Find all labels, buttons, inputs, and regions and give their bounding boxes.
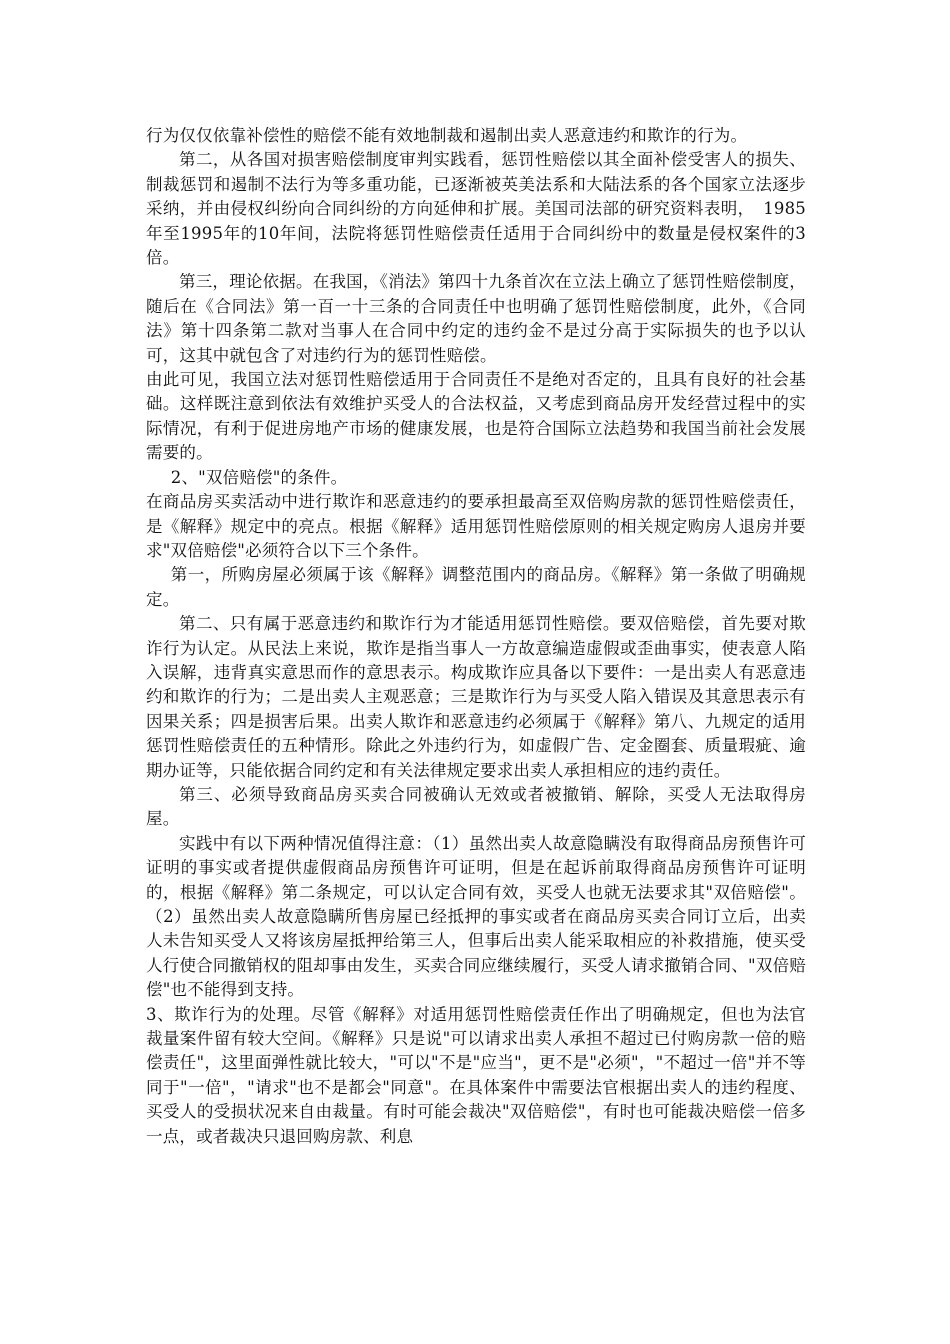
paragraph-condition-two: 第二、只有属于恶意违约和欺诈行为才能适用惩罚性赔偿。要双倍赔偿，首先要对欺诈行为认定。从民法上来说，欺诈是指当事人一方故意编造虚假或歪曲事实，使表意人陷入误解，违背真实意思而作的意思表示。构成欺诈应具备以下要件：一是出卖人有恶意违约和欺诈的行为；二是出卖人主观恶意；三是欺诈行为与买受人陷入错误及其意思表示有因果关系；四是损害后果。出卖人欺诈和恶意违约必须属于《解释》第八、九规定的适用惩罚性赔偿责任的五种情形。除此之外违约行为，如虚假广告、定金圈套、质量瑕疵、逾期办证等，只能依据合同约定和有关法律规定要求出卖人承担相应的违约责任。 bbox=[146, 614, 806, 780]
paragraph-conclusion: 由此可见，我国立法对惩罚性赔偿适用于合同责任不是绝对否定的，且具有良好的社会基础。这样既注意到依法有效维护买受人的合法权益，又考虑到商品房开发经营过程中的实际情况，有利于促进房地产市场的健康发展，也是符合国际立法趋势和我国当前社会发展需要的。 bbox=[146, 370, 806, 463]
paragraph-conditions-intro: 在商品房买卖活动中进行欺诈和恶意违约的要承担最高至双倍购房款的惩罚性赔偿责任，是《解释》规定中的亮点。根据《解释》适用惩罚性赔偿原则的相关规定购房人退房并要求"双倍赔偿"必须符合以下三个条件。 bbox=[146, 492, 806, 560]
paragraph-third-theory: 第三，理论依据。在我国，《消法》第四十九条首次在立法上确立了惩罚性赔偿制度，随后在《合同法》第一百一十三条的合同责任中也明确了惩罚性赔偿制度，此外，《合同法》第十四条第二款对当事人在合同中约定的违约金不是过分高于实际损失的也予以认可，这其中就包含了对违约行为的惩罚性赔偿。 bbox=[146, 272, 806, 365]
paragraph-condition-three: 第三、必须导致商品房买卖合同被确认无效或者被撤销、解除，买受人无法取得房屋。 bbox=[146, 784, 806, 829]
paragraph-second-practice: 第二，从各国对损害赔偿制度审判实践看，惩罚性赔偿以其全面补偿受害人的损失、制裁惩罚和遏制不法行为等多重功能，已逐渐被英美法系和大陆法系的各个国家立法逐步采纳，并由侵权纠纷向合同纠纷的方向延伸和扩展。美国司法部的研究资料表明， 1985年至1995年的10年间，法院将惩罚性赔偿责任适用于合同纠纷中的数量是侵权案件的3倍。 bbox=[146, 150, 806, 268]
paragraph-practice-notes: 实践中有以下两种情况值得注意：（1）虽然出卖人故意隐瞒没有取得商品房预售许可证明的事实或者提供虚假商品房预售许可证明，但是在起诉前取得商品房预售许可证明的，根据《解释》第二条规定，可以认定合同有效，买受人也就无法要求其"双倍赔偿"。（2）虽然出卖人故意隐瞒所售房屋已经抵押的事实或者在商品房买卖合同订立后，出卖人未告知买受人又将该房屋抵押给第三人，但事后出卖人能采取相应的补救措施，使买受人行使合同撤销权的阻却事由发生，买卖合同应继续履行，买受人请求撤销合同、"双倍赔偿"也不能得到支持。 bbox=[146, 833, 806, 1000]
paragraph-condition-one: 第一，所购房屋必须属于该《解释》调整范围内的商品房。《解释》第一条做了明确规定。 bbox=[146, 565, 806, 609]
paragraph-continuation: 行为仅仅依靠补偿性的赔偿不能有效地制裁和遏制出卖人恶意违约和欺诈的行为。 bbox=[146, 126, 748, 145]
section-heading-conditions: 2、"双倍赔偿"的条件。 bbox=[170, 467, 348, 487]
document-body bbox=[146, 124, 806, 1149]
paragraph-fraud-handling: 3、欺诈行为的处理。尽管《解释》对适用惩罚性赔偿责任作出了明确规定，但也为法官裁量案件留有较大空间。《解释》只是说"可以请求出卖人承担不超过已付购房款一倍的赔偿责任"，这里面弹性就比较大，"可以"不是"应当"，更不是"必须"，"不超过一倍"并不等同于"一倍"，"请求"也不是都会"同意"。在具体案件中需要法官根据出卖人的违约程度、买受人的受损状况来自由裁量。有时可能会裁决"双倍赔偿"，有时也可能裁决赔偿一倍多一点，或者裁决只退回购房款、利息 bbox=[146, 1004, 806, 1146]
